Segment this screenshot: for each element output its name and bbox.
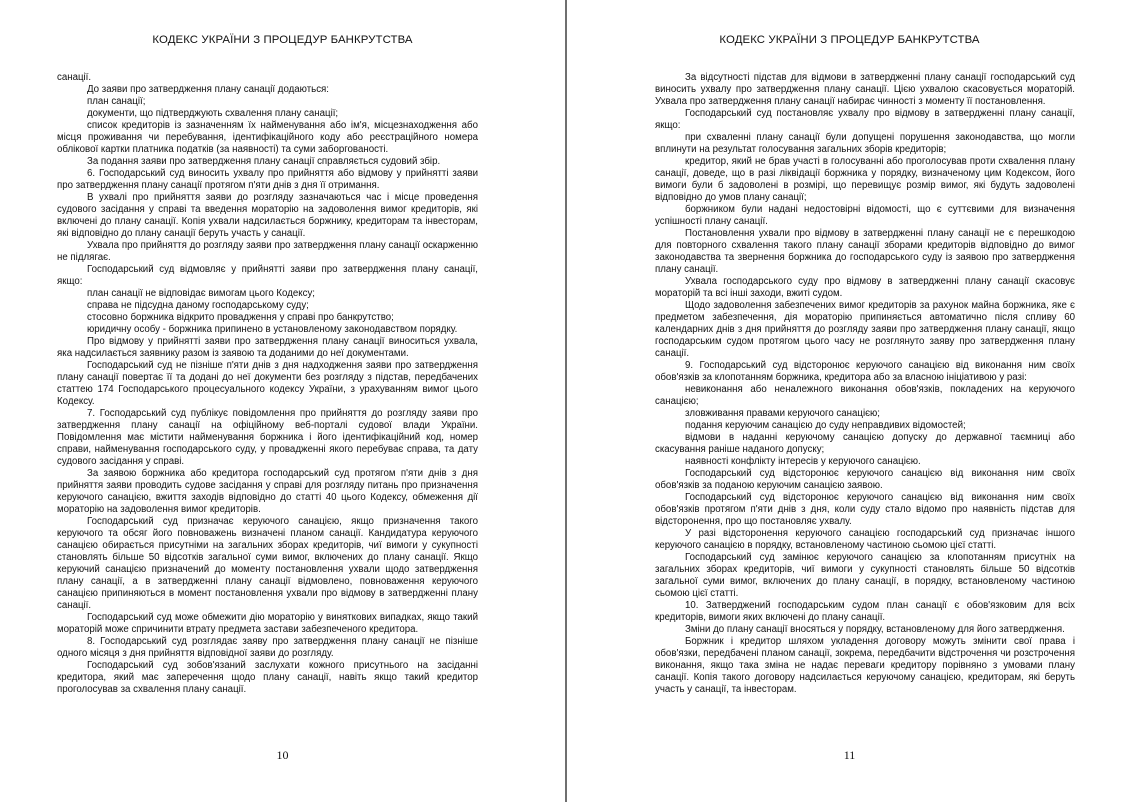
paragraph: 10. Затверджений господарським судом план санації є обов'язковим для всіх кредиторів, вимоги яких включені до плану санації. xyxy=(655,600,1075,623)
paragraph: Господарський суд постановляє ухвалу про відмову в затвердженні плану санації, якщо: xyxy=(655,108,1075,131)
page-body xyxy=(57,72,478,696)
page-number: 11 xyxy=(843,748,856,762)
paragraph: Боржник і кредитор шляхом укладення договору можуть змінити свої права і обов'язки, передбачені планом санації, зокрема, передбачити відстрочення чи розстрочення виконання, якщо така зміна не надає переваги кредитору порівняно з умовами плану санації. Копія такого договору надсилається керуючому санацією, кредиторам, які беруть участь у санації, та інвесторам. xyxy=(655,636,1075,695)
paragraph: Щодо задоволення забезпечених вимог кредиторів за рахунок майна боржника, яке є предметом забезпечення, дія мораторію припиняється автоматично після спливу 60 календарних днів з дня прийняття до розгляду заяви про затвердження плану санації, якщо господарським судом протягом цього часу не розглянуто заяву про затвердження плану санації. xyxy=(655,300,1075,359)
paragraph: 8. Господарський суд розглядає заяву про затвердження плану санації не пізніше одного місяця з дня прийняття відповідної заяви до розгляду. xyxy=(57,636,478,659)
paragraph: Господарський суд зобов'язаний заслухати кожного присутнього на засіданні кредитора, який має заперечення щодо плану санації, навіть якщо такий кредитор проголосував за схвалення плану санації. xyxy=(57,660,478,695)
paragraph: В ухвалі про прийняття заяви до розгляду зазначаються час і місце проведення судового засідання у справі та введення мораторію на задоволення вимог кредиторів, які включені до плану санації. Копія ухвали надсилається боржнику, кредиторам та інвесторам, які відповідно до плану санації беруть участь у санації. xyxy=(57,192,478,239)
paragraph: Постановлення ухвали про відмову в затвердженні плану санації не є перешкодою для повторного схвалення такого плану санації зборами кредиторів відповідно до вимог законодавства та звернення боржника до господарського суду із заявою про затвердження плану санації. xyxy=(655,228,1075,275)
list-item: список кредиторів із зазначенням їх найменування або ім'я, місцезнаходження або місця проживання чи перебування, ідентифікаційного коду або реєстраційного номера облікової картки платника податків (за наявності) та суми заборгованості. xyxy=(57,120,478,155)
list-item: документи, що підтверджують схвалення плану санації; xyxy=(87,108,339,119)
paragraph: За відсутності підстав для відмови в затвердженні плану санації господарський суд виносить ухвалу про затвердження плану санації. Цією ухвалою скасовується мораторій. Ухвала про затвердження плану санації набирає чинності з моменту її постановлення. xyxy=(655,72,1075,107)
list-item: план санації; xyxy=(87,96,146,107)
paragraph: Господарський суд відсторонює керуючого санацією від виконання ним своїх обов'язків протягом п'яти днів з дня, коли суду стало відомо про наявність підстав для відсторонення, про що постановляє ухвалу. xyxy=(655,492,1075,527)
list-item: стосовно боржника відкрито провадження у справі про банкрутство; xyxy=(87,312,394,323)
list-item: боржником були надані недостовірні відомості, що є суттєвими для визначення успішності плану санації. xyxy=(655,204,1075,227)
list-item: кредитор, який не брав участі в голосуванні або проголосував проти схвалення плану санації, доведе, що в разі ліквідації боржника у порядку, визначеному цим Кодексом, його вимоги були б задоволені в розмірі, що перевищує розмір вимог, які будуть задоволені відповідно до умов плану санації; xyxy=(655,156,1075,203)
paragraph: Ухвала господарського суду про відмову в затвердженні плану санації скасовує мораторій та всі інші заходи, вжиті судом. xyxy=(655,276,1075,299)
paragraph: Господарський суд відсторонює керуючого санацією від виконання ним своїх обов'язків за поданою керуючим санацією заявою. xyxy=(655,468,1075,491)
paragraph: Господарський суд може обмежити дію мораторію у виняткових випадках, якщо такий мораторій може спричинити втрату предмета застави забезпеченого кредитора. xyxy=(57,612,478,635)
list-item: подання керуючим санацією до суду неправдивих відомостей; xyxy=(685,420,966,431)
list-item: невиконання або неналежного виконання обов'язків, покладених на керуючого санацією; xyxy=(655,384,1075,407)
list-item: при схваленні плану санації були допущені порушення законодавства, що могли вплинути на результат голосування загальних зборів кредиторів; xyxy=(655,132,1075,155)
page-header-title: КОДЕКС УКРАЇНИ З ПРОЦЕДУР БАНКРУТСТВА xyxy=(719,34,980,46)
paragraph: Про відмову у прийнятті заяви про затвердження плану санації виноситься ухвала, яка надсилається заявнику разом із заявою та доданими до неї документами. xyxy=(57,336,478,359)
list-item: зловживання правами керуючого санацією; xyxy=(685,408,880,419)
paragraph: До заяви про затвердження плану санації додаються: xyxy=(87,84,329,95)
paragraph: 9. Господарський суд відсторонює керуючого санацією від виконання ним своїх обов'язків за клопотанням боржника, кредитора або за власною ініціативою у разі: xyxy=(655,360,1075,383)
paragraph: У разі відсторонення керуючого санацією господарський суд призначає іншого керуючого санацією в порядку, встановленому частиною сьомою цієї статті. xyxy=(655,528,1075,551)
paragraph: За заявою боржника або кредитора господарський суд протягом п'яти днів з дня прийняття заяви проводить судове засідання у справі для розгляду питань про призначення керуючого санацією, вжиття заходів відповідно до статті 40 цього Кодексу, обмеження дії мораторію на задоволення вимог кредиторів. xyxy=(57,468,478,515)
document-page-right xyxy=(567,0,1132,802)
paragraph: Господарський суд замінює керуючого санацією за клопотанням присутніх на загальних зборах кредиторів, чиї вимоги у сукупності становлять більше 50 відсотків загальної суми вимог, включених до плану санації, в порядку, встановленому частиною сьомою цієї статті. xyxy=(655,552,1075,599)
paragraph: 7. Господарський суд публікує повідомлення про прийняття до розгляду заяви про затвердження плану санації на офіційному веб-порталі судової влади України. Повідомлення має містити найменування боржника і його ідентифікаційний код, номер справи, найменування господарського суду, у провадженні якого перебуває справа, та дату судового засідання у справі. xyxy=(57,408,478,467)
paragraph: За подання заяви про затвердження плану санації справляється судовий збір. xyxy=(87,156,441,167)
list-item: справа не підсудна даному господарському суду; xyxy=(87,300,309,311)
paragraph: Зміни до плану санації вносяться у порядку, встановленому для його затвердження. xyxy=(685,624,1065,635)
page-body xyxy=(655,72,1075,696)
paragraph: санації. xyxy=(57,72,92,83)
list-item: юридичну особу - боржника припинено в установленому законодавством порядку. xyxy=(87,324,458,335)
list-item: план санації не відповідає вимогам цього Кодексу; xyxy=(87,288,316,299)
paragraph: Господарський суд не пізніше п'яти днів з дня надходження заяви про затвердження плану санації повертає її та додані до неї документи без розгляду з підстав, передбачених статтею 174 Господарського процесуального кодексу України, з урахуванням вимог цього Кодексу. xyxy=(57,360,478,407)
document-page-left xyxy=(0,0,565,802)
paragraph: Господарський суд призначає керуючого санацією, якщо призначення такого керуючого та обсяг його повноважень визначені планом санації. Кандидатура керуючого санацією обирається присутніми на загальних зборах кредиторів, чиї вимоги у сукупності становлять більше 50 відсотків загальної суми вимог, включених до плану санації. Якщо керуючий санацією призначений до моменту постановлення ухвали щодо затвердження плану санації, а в затвердженні плану санації відмовлено, повноваження керуючого санацією припиняються в момент постановлення ухвали про відмову в затвердженні плану санації. xyxy=(57,516,478,611)
paragraph: 6. Господарський суд виносить ухвалу про прийняття або відмову у прийнятті заяви про затвердження плану санації протягом п'яти днів з дня її отримання. xyxy=(57,168,478,191)
list-item: наявності конфлікту інтересів у керуючого санацією. xyxy=(685,456,921,467)
page-number: 10 xyxy=(276,748,289,762)
paragraph: Ухвала про прийняття до розгляду заяви про затвердження плану санації оскарженню не підлягає. xyxy=(57,240,478,263)
list-item: відмови в наданні керуючому санацією допуску до державної таємниці або скасування раніше наданого допуску; xyxy=(655,432,1075,455)
paragraph: Господарський суд відмовляє у прийнятті заяви про затвердження плану санації, якщо: xyxy=(57,264,478,287)
page-header-title: КОДЕКС УКРАЇНИ З ПРОЦЕДУР БАНКРУТСТВА xyxy=(152,34,413,46)
